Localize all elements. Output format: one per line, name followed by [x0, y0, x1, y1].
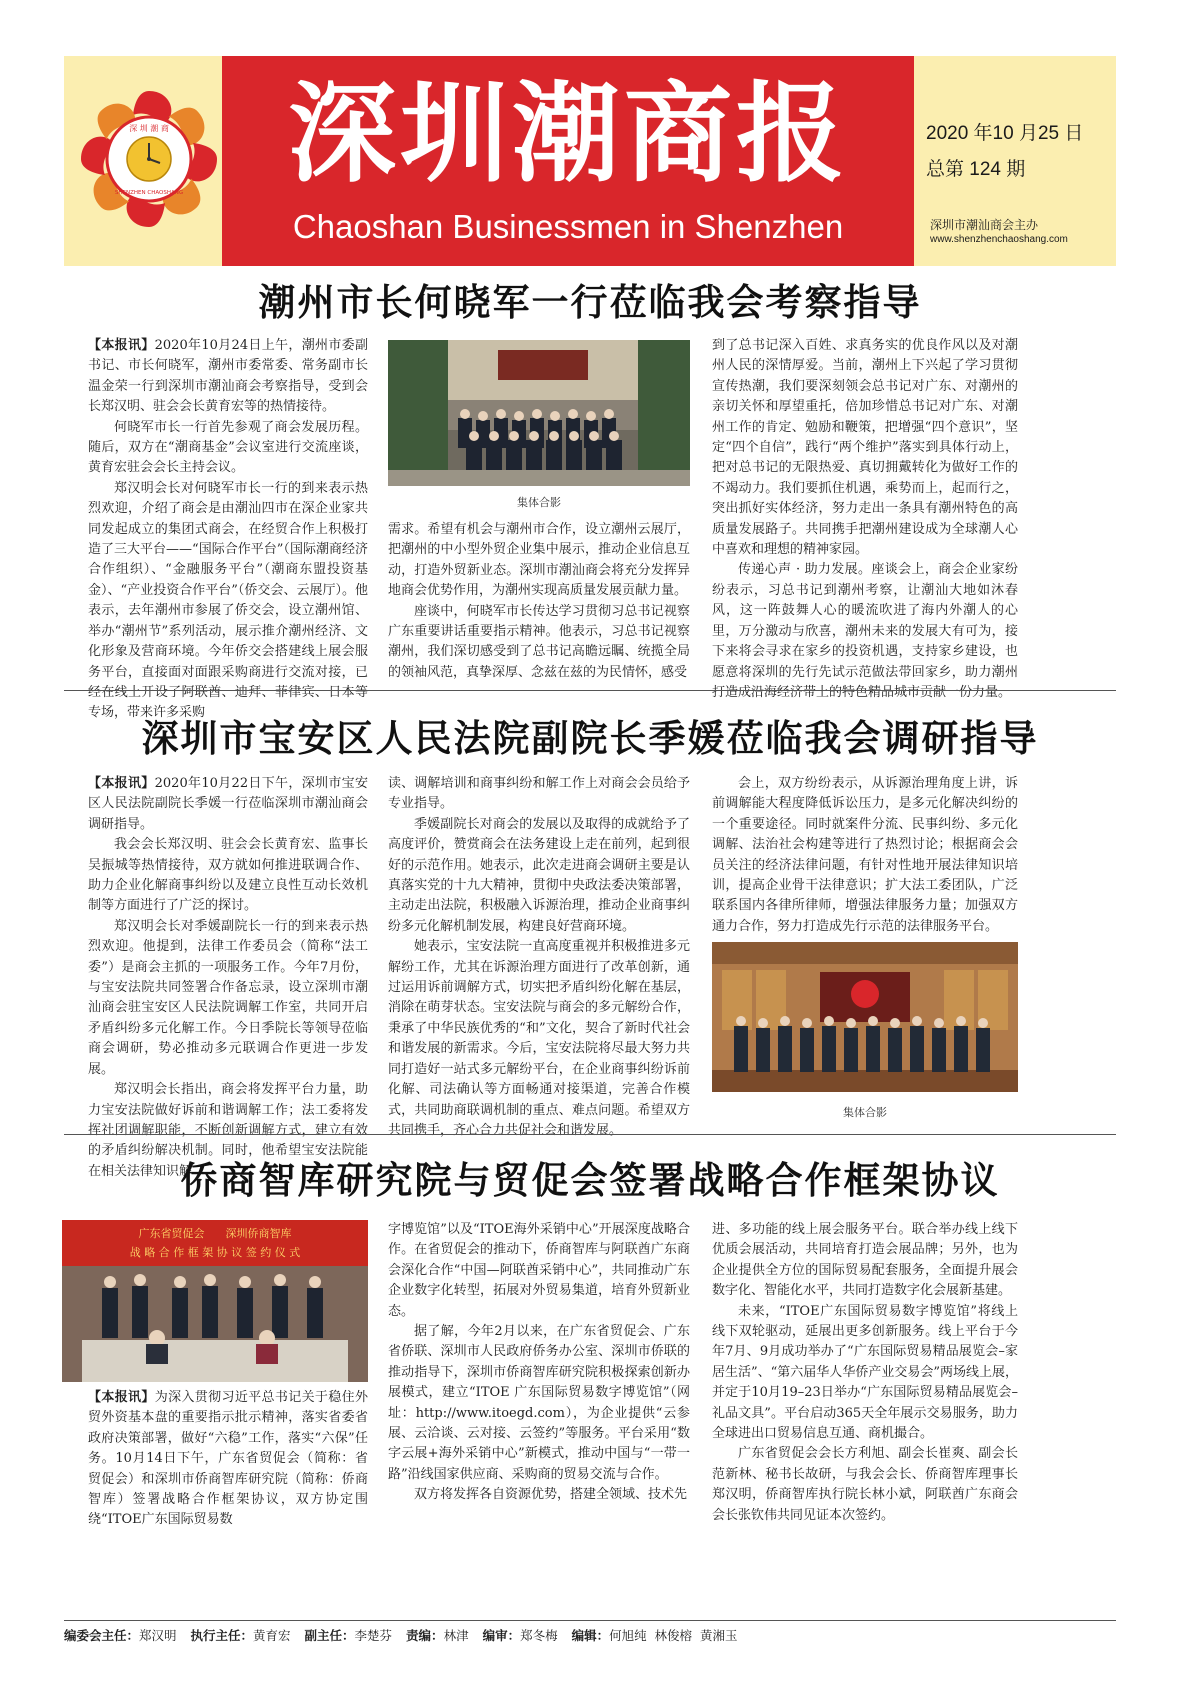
newspaper-title-english: Chaoshan Businessmen in Shenzhen: [292, 208, 844, 245]
credit-label: 副主任：: [304, 1628, 355, 1643]
news-tag: 【本报讯】: [88, 1390, 155, 1405]
credit-value: 李楚芬: [354, 1628, 393, 1643]
article3-column-1: [88, 1388, 368, 1614]
article2-column-3: [712, 774, 1018, 934]
group-photo-1: [388, 340, 690, 486]
article3-headline: 侨商智库研究院与贸促会签署战略合作框架协议: [180, 1159, 1000, 1202]
article1-paragraph: 到了总书记深入百姓、求真务实的优良作风以及对潮州人民的深情厚爱。当前，潮州上下兴起了学习贯彻宣传热潮，我们要深刻领会总书记对广东、对潮州的亲切关怀和厚望重托，倍加珍惜总书记对广东、对潮州工作的肯定、勉励和鞭策，把增强“四个意识”，坚定“四个自信”，践行“两个维护”落实到具体行动上，把对总书记的无限热爱、真切拥戴转化为做好工作的不竭动力。我们要抓住机遇，乘势而上，起而行之，突出抓好实体经济，努力走出一条具有潮州特色的高质量发展路子。共同携手把潮州建设成为全球潮人心中喜欢和理想的精神家园。: [712, 338, 1018, 558]
newspaper-title: 深圳潮商报: [287, 71, 848, 197]
section-divider: [64, 1134, 1116, 1135]
editorial-credits: [64, 1626, 1116, 1644]
credit-label: 编辑：: [571, 1628, 610, 1643]
article2-paragraph: 我会会长郑汉明、驻会会长黄育宏、监事长吴振城等热情接待，双方就如何推进联调合作、助力企业化解商事纠纷以及建立良性互动长效机制等方面进行了广泛的探讨。: [88, 837, 368, 914]
article2-column-1: [88, 774, 368, 1179]
group-photo-2: [712, 942, 1018, 1092]
masthead: [64, 56, 1116, 266]
article2-paragraph: 郑汉明会长指出，商会将发挥平台力量，助力宝安法院做好诉前和谐调解工作；法工委将发挥社团调解职能，不断创新调解方式，建立有效的矛盾纠纷解决机制。同时，他希望宝安法院能在相关法律知识解: [88, 1082, 368, 1179]
svg-text:SHENZHEN CHAOSHANG: SHENZHEN CHAOSHANG: [114, 190, 184, 196]
title-block: [222, 56, 914, 266]
article2-headline: 深圳市宝安区人民法院副院长季媛莅临我会调研指导: [141, 717, 1039, 760]
article3-paragraph: 广东省贸促会会长方利旭、副会长崔爽、副会长范新林、秘书长故研，与我会会长、侨商智库理事长郑汉明，侨商智库执行院长林小斌，阿联酋广东商会会长张钦伟共同见证本次签约。: [712, 1446, 1018, 1523]
photo-caption-2: 集体合影: [843, 1106, 887, 1119]
article1-paragraph: 座谈中，何晓军市长传达学习贯彻习总书记视察广东重要讲话重要指示精神。他表示，习总书记视察潮州，我们深切感受到了总书记高瞻远瞩、统揽全局的领袖风范，真挚深厚、念兹在兹的为民情怀，感受: [388, 603, 690, 680]
credit-label: 编委会主任：: [64, 1628, 140, 1643]
credit-value: 黄育宏: [253, 1628, 291, 1643]
article3-column-2: [388, 1220, 690, 1614]
chamber-logo: [74, 84, 224, 234]
svg-text:深 圳 潮 商: 深 圳 潮 商: [129, 124, 169, 133]
article1-paragraph: 何晓军市长一行首先参观了商会发展历程。随后，双方在“潮商基金”会议室进行交流座谈，黄育宏驻会会长主持会议。: [88, 419, 368, 476]
credit-value: 林津: [443, 1628, 469, 1643]
signing-scene: [62, 1266, 368, 1382]
article3-paragraph: 字博览馆”以及“ITOE海外采销中心”开展深度战略合作。在省贸促会的推动下，侨商智库与阿联酋广东商会深化合作“中国—阿联酋采销中心”，共同推动广东企业数字化转型，拓展对外贸易集道，培育外贸新业态。: [388, 1222, 690, 1319]
signing-banner: [62, 1220, 368, 1266]
sponsor: 深圳市潮汕商会主办: [930, 218, 1039, 232]
credit-value: 郑汉明: [139, 1628, 177, 1643]
footer-divider: [64, 1620, 1116, 1621]
article2-column-2: [388, 774, 690, 1138]
article1-paragraph: 需求。希望有机会与潮州市合作，设立潮州云展厅，把潮州的中小型外贸企业集中展示，推动企业信息互动，打造外贸新业态。深圳市潮汕商会将充分发挥异地商会优势作用，为潮州实现高质量发展贡献力量。: [388, 522, 690, 599]
photo-caption-1: 集体合影: [517, 496, 561, 509]
article1-column-2: [388, 520, 690, 680]
news-tag: 【本报讯】: [88, 338, 155, 353]
article1-paragraph: 【本报讯】2020年10月24日上午，潮州市委副书记、市长何晓军，潮州市委常委、常务副市长温金荣一行到深圳市潮汕商会考察指导，受到会长郑汉明、驻会会长黄育宏等的热情接待。: [88, 338, 368, 415]
credit-label: 责编：: [406, 1628, 444, 1643]
article2-paragraph: 郑汉明会长对季媛副院长一行的到来表示热烈欢迎。他提到，法律工作委员会（简称“法工委”）是商会主抓的一项服务工作。今年7月份，与宝安法院共同签署合作备忘录，设立深圳市潮汕商会驻宝安区人民法院调解工作室，共同开启矛盾纠纷多元化解工作。今日季院长等领导莅临商会调研，势必推动多元联调合作更进一步发展。: [88, 918, 368, 1077]
article2-paragraph: 季媛副院长对商会的发展以及取得的成就给予了高度评价，赞赏商会在法务建设上走在前列，起到很好的示范作用。她表示，此次走进商会调研主要是认真落实党的十九大精神，贯彻中央政法委决策部署，主动走出法院，积极融入诉源治理，推动企业商事纠纷多元化解机制发展，构建良好营商环境。: [388, 816, 690, 934]
article1-paragraph: 传递心声 · 助力发展。座谈会上，商会企业家纷纷表示，习总书记到潮州考察，让潮汕大地如沐春风，这一阵鼓舞人心的暖流吹进了海内外潮人的心里，万分激动与欣喜，潮州未来的发展大有可为，接下来将会寻求在家乡的投资机遇，支持家乡建设，也愿意将深圳的先行先试示范做法带回家乡，助力潮州打造成沿海经济带上的特色精品城市贡献一份力量。: [712, 562, 1018, 700]
article1-headline: 潮州市长何晓军一行莅临我会考察指导: [258, 281, 922, 324]
article3-paragraph: 【本报讯】为深入贯彻习近平总书记关于稳住外贸外资基本盘的重要指示批示精神，落实省委省政府决策部署，做好“六稳”工作，落实“六保”任务。10月14日下午，广东省贸促会（简称：省贸促会）和深圳市侨商智库研究院（简称：侨商智库）签署战略合作框架协议，双方协定围绕“ITOE广东国际贸易数: [88, 1390, 368, 1528]
section-divider: [64, 690, 1116, 691]
credit-value: 郑冬梅: [520, 1628, 558, 1643]
article3-paragraph: 未来，“ITOE广东国际贸易数字博览馆”将线上线下双轮驱动，延展出更多创新服务。线上平台于今年7月、9月成功举办了“广东国际贸易精品展览会–家居生活”、“第六届华人华侨产业交易会”两场线上展，并定于10月19–23日举办“广东国际贸易精品展览会–礼品文具”。平台启动365天全年展示交易服务，助力全球进出口贸易信息互通、商机撮合。: [712, 1303, 1018, 1442]
article1-column-3: [712, 336, 1018, 700]
article1-paragraph: 郑汉明会长对何晓军市长一行的到来表示热烈欢迎，介绍了商会是由潮汕四市在深企业家共同发起成立的集团式商会，在经贸合作上积极打造了三大平台——“国际合作平台”（国际潮商经济合作组织）、“金融服务平台”（潮商东盟投资基金）、“产业投资合作平台”（侨交会、云展厅）。他表示，去年潮州市参展了侨交会，设立潮州馆、举办“潮州节”系列活动，展示推介潮州经济、文化形象及营商环境。今年侨交会搭建线上展会服务平台，直接面对面跟采购商进行交流对接，已经在线上开设了阿联酋、迪拜、菲律宾、日本等专场，带来许多采购: [88, 480, 368, 721]
issue-date: 2020 年10 月25 日: [926, 123, 1084, 144]
issue-number: 总第 124 期: [926, 159, 1026, 180]
article2-paragraph: 会上，双方纷纷表示，从诉源治理角度上讲，诉前调解能大程度降低诉讼压力，是多元化解决纠纷的一个重要途径。同时就案件分流、民事纠纷、多元化调解、法治社会构建等进行了热烈讨论；根据商会会员关注的经济法律问题，有针对性地开展法律知识培训，提高企业骨干法律意识；扩大法工委团队，广泛联系国内各律所律师，增强法律服务力量；加强双方通力合作，努力打造成先行示范的法律服务平台。: [712, 776, 1018, 934]
banner-line-1: 广东省贸促会 深圳侨商智库: [138, 1227, 292, 1240]
article3-column-3: [712, 1220, 1018, 1614]
banner-line-2: 战 略 合 作 框 架 协 议 签 约 仪 式: [129, 1246, 301, 1259]
article2-paragraph: 【本报讯】2020年10月22日下午，深圳市宝安区人民法院副院长季媛一行莅临深圳市潮汕商会调研指导。: [88, 776, 368, 832]
article3-paragraph: 双方将发挥各自资源优势，搭建全领域、技术先: [414, 1487, 688, 1503]
article2-paragraph: 读、调解培训和商事纠纷和解工作上对商会会员给予专业指导。: [388, 776, 690, 812]
news-tag: 【本报讯】: [88, 776, 155, 791]
credit-label: 执行主任：: [190, 1628, 254, 1643]
article1-column-1: [88, 336, 368, 721]
article3-paragraph: 进、多功能的线上展会服务平台。联合举办线上线下优质会展活动，共同培育打造会展品牌；另外，也为企业提供全方位的国际贸易配套服务，全面提升展会数字化、智能化水平，共同打造数字化会展新基建。: [712, 1222, 1018, 1299]
article2-paragraph: 她表示，宝安法院一直高度重视并积极推进多元解纷工作，尤其在诉源治理方面进行了改革创新，通过运用诉前调解方式，切实把矛盾纠纷化解在基层，消除在萌芽状态。宝安法院与商会的多元解纷合作，秉承了中华民族优秀的“和”文化，契合了新时代社会和谐发展的新需求。今后，宝安法院将尽最大努力共同打造好一站式多元解纷平台，在企业商事纠纷诉前化解、司法确认等方面畅通对接渠道，完善合作模式，共同助商联调机制的重点、难点问题。希望双方共同携手，齐心合力共促社会和谐发展。: [388, 939, 690, 1138]
article3-paragraph: 据了解，今年2月以来，在广东省贸促会、广东省侨联、深圳市人民政府侨务办公室、深圳市侨联的推动指导下，深圳市侨商智库研究院积极探索创新办展模式，建立“ITOE 广东国际贸易数字博览馆”（网址：http://www.itoegd.com），为企业提供“云参展、云洽谈、云对接、云签约”等服务。平台采用“数字云展+海外采销中心”新模式，推动中国与“一带一路”沿线国家供应商、采购商的贸易交流与合作。: [388, 1324, 690, 1482]
signing-photo: [62, 1220, 368, 1382]
credit-label: 编审：: [482, 1628, 521, 1643]
website[interactable]: www.shenzhenchaoshang.com: [930, 234, 1068, 245]
credit-value: 何旭纯 林俊榕 黄湘玉: [609, 1628, 738, 1643]
